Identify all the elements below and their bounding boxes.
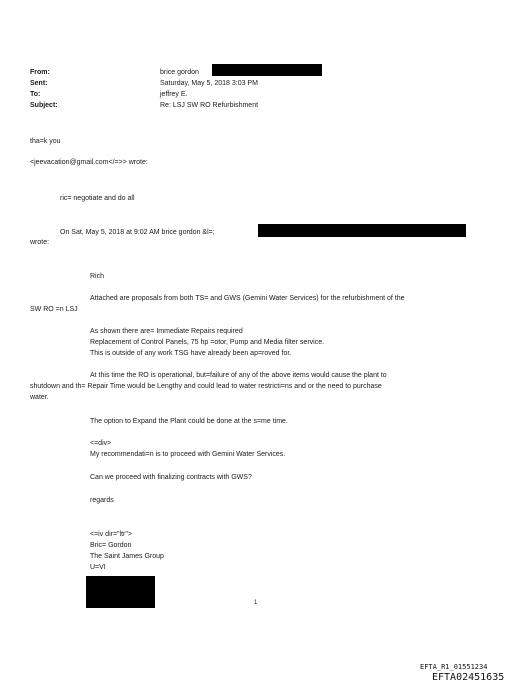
signature-name: Bric= Gordon [90, 542, 132, 549]
sent-value: Saturday, May 5, 2018 3:03 PM [160, 80, 258, 87]
footer-id-2: EFTA02451635 [432, 672, 505, 683]
paragraph-line: Replacement of Control Panels, 75 hp =otor, Pump and Media filter service. [90, 339, 325, 346]
to-value: jeffrey E. [160, 91, 188, 98]
page-number: 1 [254, 600, 258, 606]
div-tag: <=div> [90, 440, 112, 447]
signature-company: The Saint James Group [90, 553, 164, 560]
salutation: Rich [90, 273, 105, 280]
from-label: From: [30, 69, 50, 76]
footer-id-1: EFTA_R1_01551234 [420, 663, 488, 671]
paragraph-line: The option to Expand the Plant could be done at the s=me time. [90, 418, 288, 425]
paragraph-line: My recommendati=n is to proceed with Gemini Water Services. [90, 451, 286, 458]
from-value: brice gordon [160, 69, 199, 76]
signature-location: U=VI [90, 564, 106, 571]
paragraph-line: water. [30, 394, 49, 401]
paragraph-line: As shown there are= Immediate Repairs required [90, 328, 243, 335]
reply-text-2: ric= negotiate and do all [60, 195, 135, 202]
redaction-block [86, 576, 155, 608]
on-line: On Sat, May 5, 2018 at 9:02 AM brice gordon &l=; [60, 229, 215, 236]
regards: regards [90, 497, 114, 504]
reply-text: tha=k you [30, 138, 61, 145]
wrote-label: wrote: [30, 239, 50, 246]
paragraph-line: This is outside of any work TSG have already been ap=roved for. [90, 350, 292, 357]
to-label: To: [30, 91, 41, 98]
sent-label: Sent: [30, 80, 48, 87]
redaction-block [258, 224, 466, 237]
redaction-block [212, 64, 322, 76]
sig-tag: <=iv dir="ltr"> [90, 531, 132, 538]
quote-line: <jeevacation@gmail.com</=>> wrote: [30, 159, 148, 166]
paragraph-line: Can we proceed with finalizing contracts with GWS? [90, 474, 252, 481]
paragraph-line: shutdown and th= Repair Time would be Lengthy and could lead to water restricti=ns and or the need to purchase [30, 383, 382, 390]
paragraph-line: SW RO =n LSJ [30, 306, 78, 313]
paragraph-line: At this time the RO is operational, but=failure of any of the above items would cause the plant to [90, 372, 387, 379]
subject-label: Subject: [30, 102, 58, 109]
paragraph-line: Attached are proposals from both TS= and GWS (Gemini Water Services) for the refurbishment of the [90, 295, 405, 302]
subject-value: Re: LSJ SW RO Refurbishment [160, 102, 259, 109]
